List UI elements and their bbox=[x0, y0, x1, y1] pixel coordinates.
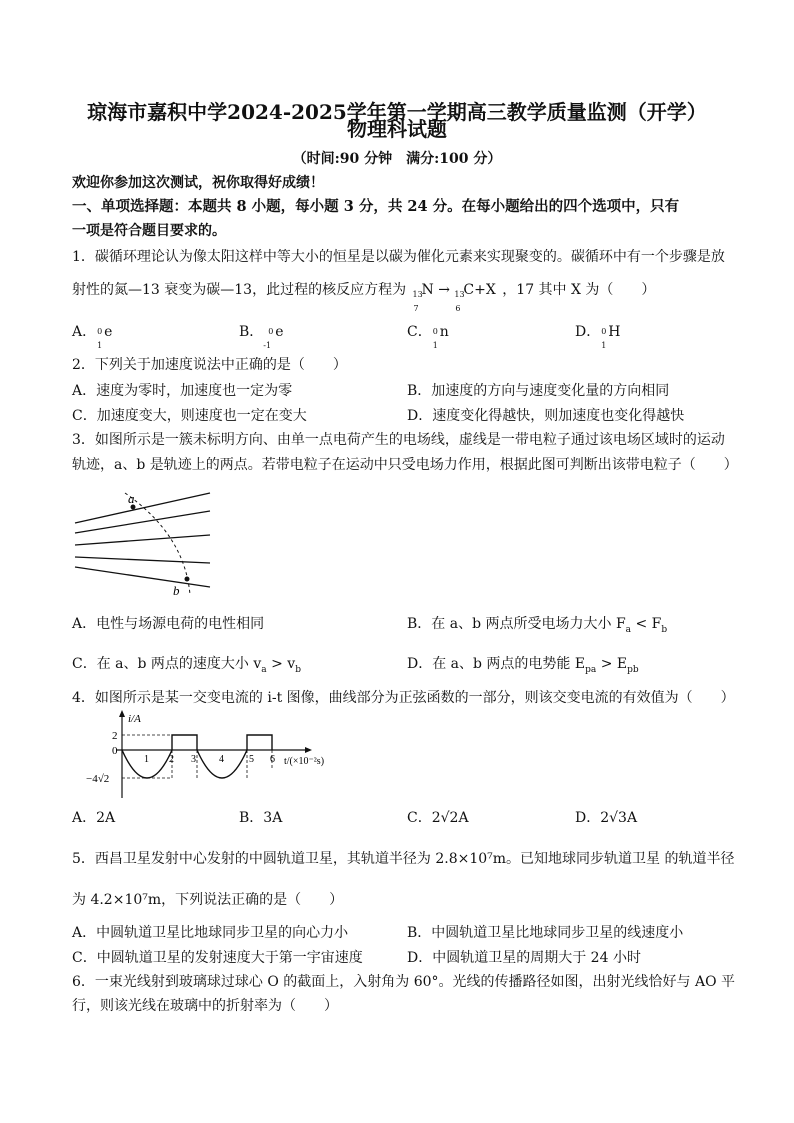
n-charge: 7 bbox=[413, 304, 419, 313]
q1-stem-text: 射性的氮—13 衰变为碳—13，此过程的核反应方程为 bbox=[72, 282, 407, 298]
c-mass: 13 bbox=[454, 290, 465, 299]
q1-a-sym: e bbox=[104, 324, 113, 340]
q4-it-graph bbox=[72, 710, 342, 800]
q4-stem: 4．如图所示是某一交变电流的 i-t 图像，曲线部分为正弦函数的一部分，则该交变电流的有效值为（ ） bbox=[72, 690, 735, 706]
q1-c-top: 0 bbox=[432, 327, 438, 336]
q2-stem: 2．下列关于加速度说法中正确的是（ ） bbox=[72, 357, 347, 373]
q5-stem-line2: 为 4.2×10⁷m，下列说法正确的是（ ） bbox=[72, 892, 344, 908]
q5-option-a[interactable]: A．中圆轨道卫星比地球同步卫星的向心力小 bbox=[72, 925, 349, 941]
xtick-6: 6 bbox=[270, 754, 275, 765]
q3-b-sub2: b bbox=[661, 624, 668, 635]
q3-b-text: B．在 a、b 两点所受电场力大小 F bbox=[407, 616, 626, 632]
q3-b-mid: < F bbox=[631, 616, 662, 632]
q5-option-b[interactable]: B．中圆轨道卫星比地球同步卫星的线速度小 bbox=[407, 925, 684, 941]
q3-c-text: C．在 a、b 两点的速度大小 v bbox=[72, 656, 262, 672]
q3-stem-line2: 轨迹，a、b 是轨迹上的两点。若带电粒子在运动中只受电场力作用，根据此图可判断出该带电粒子（ ） bbox=[72, 457, 738, 473]
q3-c-sub2: b bbox=[295, 664, 301, 675]
q1-option-c[interactable] bbox=[407, 321, 449, 350]
q2-option-d[interactable]: D．速度变化得越快，则加速度也变化得越快 bbox=[407, 408, 685, 424]
time-info: （时间:90 分钟 满分:100 分） bbox=[292, 151, 502, 167]
label-b: b bbox=[173, 583, 180, 598]
label-a: a bbox=[128, 491, 135, 506]
c-symbol: C bbox=[463, 282, 475, 298]
q2-option-c[interactable]: C．加速度变大，则速度也一定在变大 bbox=[72, 408, 307, 424]
q4-option-c[interactable]: C．2√2A bbox=[407, 810, 469, 826]
ytick-0: 0 bbox=[112, 745, 118, 757]
q3-option-a[interactable]: A．电性与场源电荷的电性相同 bbox=[72, 616, 265, 632]
square-pulse-1 bbox=[172, 735, 197, 750]
q3-c-mid: > v bbox=[266, 656, 296, 672]
q3-c-sub1: a bbox=[261, 664, 267, 675]
q3-field-diagram bbox=[70, 485, 220, 600]
welcome-text: 欢迎你参加这次测试，祝你取得好成绩！ bbox=[72, 175, 324, 191]
q1-a-bot: 1 bbox=[97, 341, 103, 350]
q2-option-b[interactable]: B．加速度的方向与速度变化量的方向相同 bbox=[407, 383, 670, 399]
xtick-4: 4 bbox=[219, 754, 224, 765]
y-axis-arrow bbox=[119, 710, 125, 717]
q1-option-b-label: B． bbox=[239, 324, 264, 340]
q6-stem-line2: 行，则该光线在玻璃中的折射率为（ ） bbox=[72, 998, 338, 1014]
q4-option-d[interactable]: D．2√3A bbox=[575, 810, 638, 826]
n-symbol: N bbox=[421, 282, 434, 298]
field-line-1 bbox=[75, 493, 210, 523]
field-line-4 bbox=[75, 557, 210, 563]
xtick-3: 3 bbox=[191, 754, 196, 765]
q1-d-bot: 1 bbox=[601, 341, 607, 350]
q4-option-b[interactable]: B．3A bbox=[239, 810, 283, 826]
section1-heading: 一、单项选择题：本题共 8 小题，每小题 3 分，共 24 分。在每小题给出的四个选项中，只有 bbox=[72, 198, 680, 215]
exam-title: 琼海市嘉积中学2024-2025学年第一学期高三教学质量监测（开学） bbox=[87, 100, 707, 124]
q3-option-c[interactable] bbox=[72, 653, 301, 675]
section1-heading-cont: 一项是符合题目要求的。 bbox=[72, 223, 226, 239]
subject-title: 物理科试题 bbox=[347, 117, 447, 141]
square-pulse-2 bbox=[247, 735, 272, 750]
q1-stem-end: ，17 其中 X 为（ ） bbox=[502, 282, 656, 298]
q6-stem-line1: 6．一束光线射到玻璃球过球心 O 的截面上，入射角为 60°。光线的传播路径如图，出射光线恰好与 AO 平 bbox=[72, 974, 736, 990]
q3-option-b[interactable] bbox=[407, 613, 667, 635]
q3-stem-line1: 3．如图所示是一簇未标明方向、由单一点电荷产生的电场线，虚线是一带电粒子通过该电场区域时的运动 bbox=[72, 432, 725, 448]
field-line-5 bbox=[75, 567, 210, 587]
q1-c-bot: 1 bbox=[432, 341, 438, 350]
q4-option-a[interactable]: A．2A bbox=[72, 810, 116, 826]
q1-b-bot: -1 bbox=[263, 341, 272, 350]
q1-stem-line2 bbox=[72, 280, 732, 313]
q1-option-c-label: C． bbox=[407, 324, 432, 340]
x-axis-label: t/(×10⁻²s) bbox=[284, 756, 325, 767]
q1-option-d-label: D． bbox=[575, 324, 601, 340]
q1-equation bbox=[412, 280, 496, 313]
xtick-1: 1 bbox=[144, 754, 149, 765]
q1-a-top: 0 bbox=[97, 327, 103, 336]
xtick-2: 2 bbox=[169, 754, 174, 765]
q1-b-top: 0 bbox=[268, 327, 274, 336]
ytick-2: 2 bbox=[112, 730, 118, 742]
q3-d-sub2: pb bbox=[627, 664, 639, 675]
q1-d-top: 0 bbox=[601, 327, 607, 336]
q1-d-sym: H bbox=[608, 324, 621, 340]
x-axis-arrow bbox=[305, 747, 312, 753]
q1-option-a[interactable] bbox=[72, 321, 113, 350]
q3-d-mid: > E bbox=[596, 656, 628, 672]
ytick-neg: −4√2 bbox=[86, 773, 110, 785]
c-charge: 6 bbox=[455, 304, 461, 313]
xtick-5: 5 bbox=[249, 754, 254, 765]
q1-option-a-label: A． bbox=[72, 324, 97, 340]
field-line-2 bbox=[75, 511, 210, 533]
q1-c-sym: n bbox=[439, 324, 449, 340]
q3-d-sub1: pa bbox=[585, 664, 597, 675]
q5-option-c[interactable]: C．中圆轨道卫星的发射速度大于第一宇宙速度 bbox=[72, 950, 363, 966]
q5-option-d[interactable]: D．中圆轨道卫星的周期大于 24 小时 bbox=[407, 950, 641, 966]
q3-option-d[interactable] bbox=[407, 653, 639, 675]
arrow: → bbox=[438, 282, 450, 298]
q1-stem-line1: 1．碳循环理论认为像太阳这样中等大小的恒星是以碳为催化元素来实现聚变的。碳循环中有一个步骤是放 bbox=[72, 249, 725, 265]
field-line-3 bbox=[75, 535, 210, 545]
q3-b-sub1: a bbox=[625, 624, 632, 635]
point-b bbox=[185, 577, 190, 582]
plus-x: +X bbox=[474, 282, 496, 298]
q1-b-sym: e bbox=[275, 324, 284, 340]
n-mass: 13 bbox=[412, 290, 423, 299]
q3-d-text: D．在 a、b 两点的电势能 E bbox=[407, 656, 586, 672]
q1-option-d[interactable] bbox=[575, 321, 621, 350]
q1-option-b[interactable] bbox=[239, 321, 284, 350]
q5-stem-line1: 5．西昌卫星发射中心发射的中圆轨道卫星，其轨道半径为 2.8×10⁷m。已知地球同步轨道卫星 的轨道半径 bbox=[72, 851, 735, 867]
q2-option-a[interactable]: A．速度为零时，加速度也一定为零 bbox=[72, 383, 293, 399]
y-axis-label: i/A bbox=[128, 713, 141, 725]
